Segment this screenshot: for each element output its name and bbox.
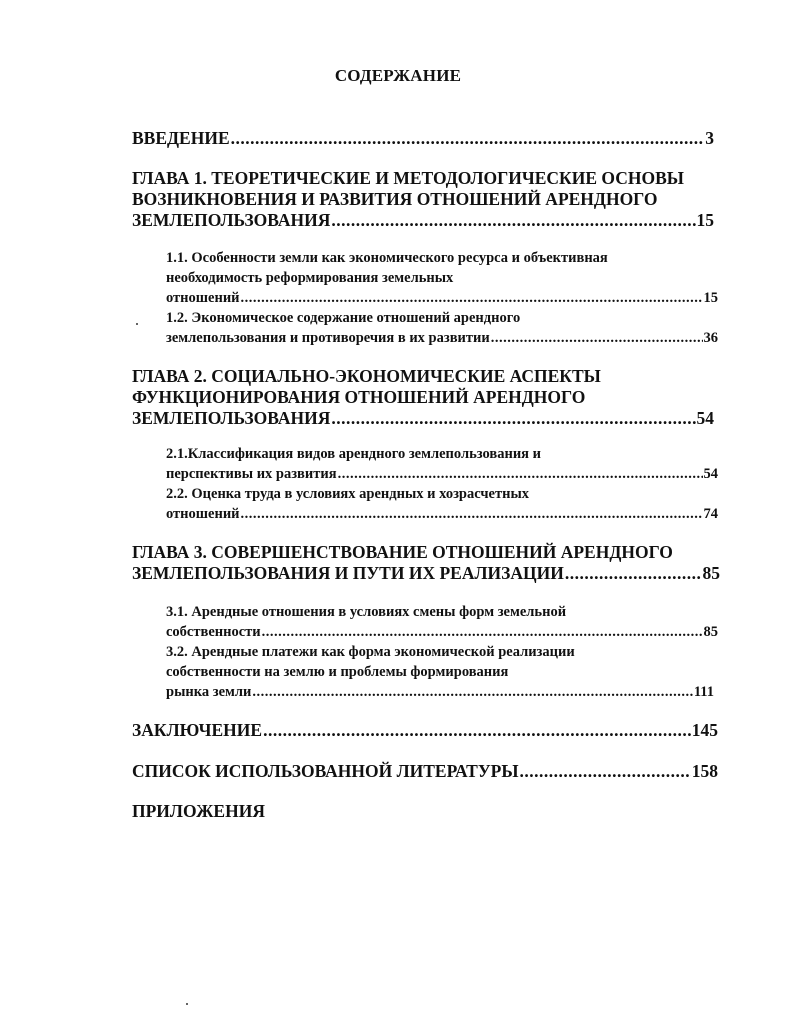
dot-leader [263,720,691,741]
dot-leader [252,682,692,702]
toc-entry-title-line: собственности на землю и проблемы формирования [166,664,509,680]
toc-entry-title-line: 1.2. Экономическое содержание отношений арендного [166,310,521,326]
toc-entry-title: ЗЕМЛЕПОЛЬЗОВАНИЯ [132,408,331,428]
toc-entry-title-line: 2.1.Классификация видов арендного землепользования и [166,446,542,462]
toc-entry-title-line: ГЛАВА 2. СОЦИАЛЬНО-ЭКОНОМИЧЕСКИЕ АСПЕКТЫ [132,366,601,386]
toc-entry-section-2-1 [166,444,718,484]
toc-entry-title: ЗЕМЛЕПОЛЬЗОВАНИЯ И ПУТИ ИХ РЕАЛИЗАЦИИ [132,563,564,583]
toc-entry-title-line: ГЛАВА 1. ТЕОРЕТИЧЕСКИЕ И МЕТОДОЛОГИЧЕСКИЕ ОСНОВЫ [132,168,684,188]
dot-leader [565,563,702,584]
dot-leader [331,408,695,429]
toc-entry-title-line: необходимость реформирования земельных [166,270,454,286]
toc-entry-title-line: ГЛАВА 3. СОВЕРШЕНСТВОВАНИЕ ОТНОШЕНИЙ АРЕНДНОГО [132,542,673,562]
toc-entry-title: рынка земли [166,684,252,700]
toc-page-number: 111 [693,684,714,700]
toc-entry-title: собственности [166,624,261,640]
toc-page-number: 3 [705,128,714,148]
toc-entry-section-2-2 [166,484,718,524]
dot-leader [491,328,703,348]
dot-leader [231,128,705,149]
toc-entry-title: СПИСОК ИСПОЛЬЗОВАННОЙ ЛИТЕРАТУРЫ [132,761,519,781]
toc-entry-title-line: ВОЗНИКНОВЕНИЯ И РАЗВИТИЯ ОТНОШЕНИЙ АРЕНДНОГО [132,189,658,209]
toc-page-number: 85 [702,563,720,583]
toc-entry-title-line: 2.2. Оценка труда в условиях арендных и хозрасчетных [166,486,530,502]
toc-entry-section-1-1 [166,248,718,308]
toc-page-number: 85 [703,624,718,640]
toc-entry-title-line: ФУНКЦИОНИРОВАНИЯ ОТНОШЕНИЙ АРЕНДНОГО [132,387,586,407]
toc-entry-title: ЗЕМЛЕПОЛЬЗОВАНИЯ [132,210,331,230]
toc-entry-title-line: 3.1. Арендные отношения в условиях смены форм земельной [166,604,567,620]
toc-page-number: 74 [703,506,718,522]
toc-entry-title-line: 1.1. Особенности земли как экономического ресурса и объективная [166,250,608,266]
toc-entry-title: землепользования и противоречия в их развитии [166,330,490,346]
toc-entry-section-3-2 [166,642,714,702]
dot-leader [262,622,703,642]
dot-leader [331,210,695,231]
dot-leader [241,504,703,524]
toc-entry-title: ЗАКЛЮЧЕНИЕ [132,720,263,740]
toc-entry-title: отношений [166,290,240,306]
toc-page-number: 15 [696,210,714,230]
scan-speck [136,323,138,325]
scan-speck [186,1003,188,1005]
dot-leader [338,464,703,484]
dot-leader [241,288,703,308]
toc-entry-chapter-2 [132,366,714,429]
toc-entry-conclusion [132,720,718,741]
toc-entry-section-3-1 [166,602,718,642]
toc-entry-bibliography [132,761,718,782]
toc-entry-section-1-2 [166,308,718,348]
toc-entry-title: ВВЕДЕНИЕ [132,128,230,148]
toc-entry-title-line: 3.2. Арендные платежи как форма экономической реализации [166,644,575,660]
toc-entry-title: ПРИЛОЖЕНИЯ [132,801,265,821]
toc-entry-introduction [132,128,714,149]
toc-entry-chapter-1 [132,168,714,231]
toc-page-number: 15 [703,290,718,306]
toc-entry-chapter-3 [132,542,720,584]
toc-entry-title: отношений [166,506,240,522]
toc-entry-title: перспективы их развития [166,466,337,482]
toc-page-number: 145 [691,720,718,740]
toc-page-number: 158 [691,761,718,781]
toc-entry-appendices [132,801,718,822]
page-title: СОДЕРЖАНИЕ [334,66,462,85]
toc-page-number: 36 [703,330,718,346]
dot-leader [520,761,691,782]
toc-page-number: 54 [703,466,718,482]
toc-page-number: 54 [696,408,714,428]
